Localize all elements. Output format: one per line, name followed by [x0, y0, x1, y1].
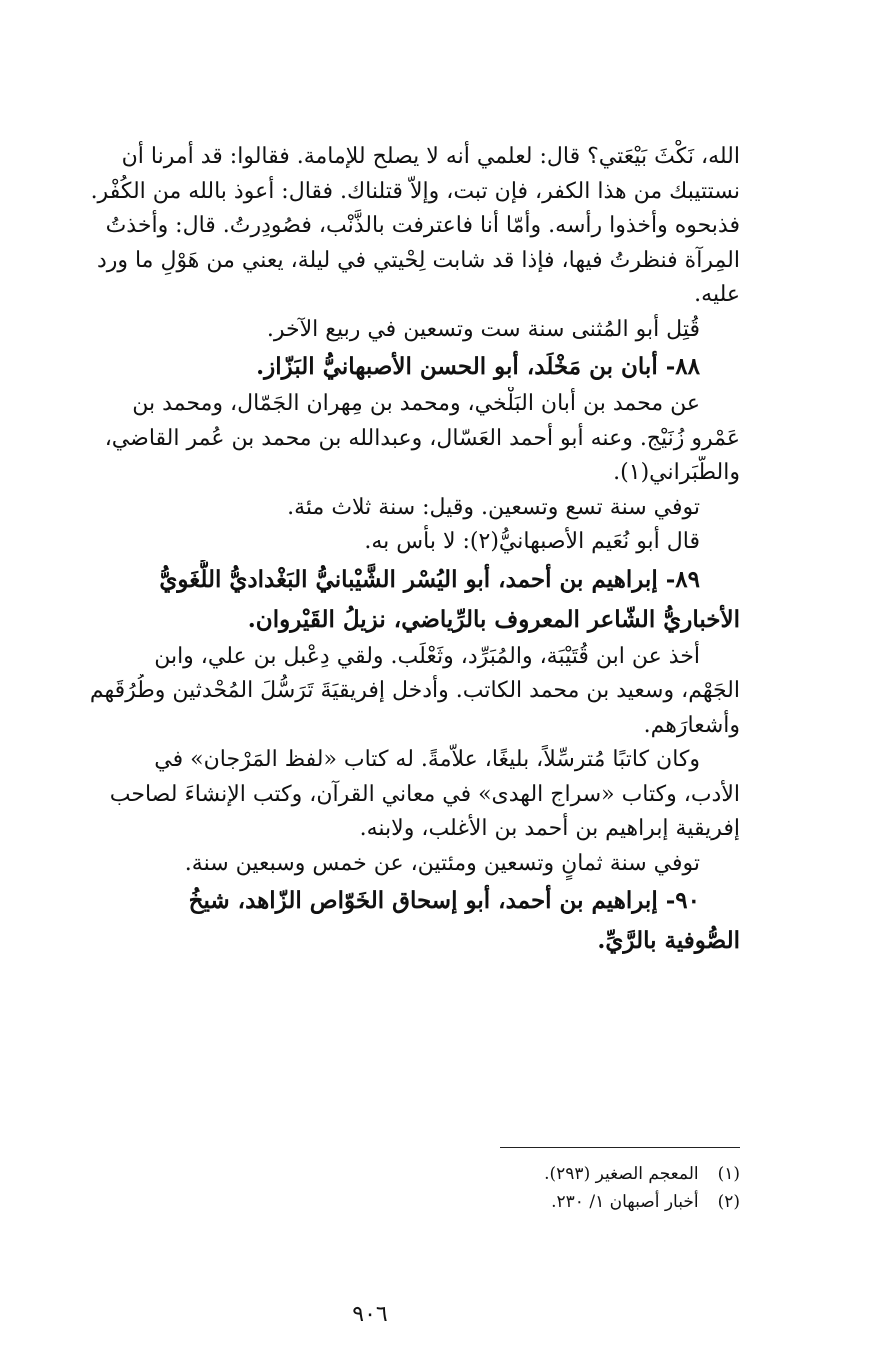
- text-line: قال أبو نُعَيم الأصبهانيُّ(٢): لا بأس به.: [364, 529, 700, 554]
- text-line: إفريقية إبراهيم بن أحمد بن الأغلب، ولابنه.: [359, 816, 740, 841]
- text-line: المِرآة فنظرتُ فيها، فإذا قد شابت لِحْيتي في ليلة، يعني من هَوْلِ ما ورد: [96, 247, 740, 273]
- entry-heading-89: ٨٩- إبراهيم بن أحمد، أبو اليُسْر الشَّيْبانيُّ البَغْداديُّ اللُّغَويُّ: [159, 565, 700, 593]
- text-line: فذبحوه وأخذوا رأسه. وأمّا أنا فاعترفت بالذَّنْب، فصُودِرتُ. قال: وأخذتُ: [105, 213, 740, 238]
- text-line: نستتيبك من هذا الكفر، فإن تبت، وإلاّ قتلناك. فقال: أعوذ بالله من الكُفْر.: [90, 178, 740, 204]
- footnote-text: أخبار أصبهان ١/ ٢٣٠.: [551, 1192, 699, 1212]
- main-text: [60, 140, 740, 961]
- footnote-number: (١): [717, 1164, 740, 1184]
- text-line: وكان كاتبًا مُترسِّلاً، بليغًا، علاّمةً. له كتاب «لفظ المَرْجان» في: [154, 747, 700, 772]
- text-line: عليه.: [694, 282, 740, 307]
- footnote-item: [360, 1188, 740, 1216]
- text-line: قُتِل أبو المُثنى سنة ست وتسعين في ربيع الآخر.: [266, 316, 700, 342]
- text-line: عَمْرو زُنَيْج. وعنه أبو أحمد العَسّال، وعبدالله بن محمد بن عُمر القاضي،: [104, 425, 740, 451]
- text-line: عن محمد بن أبان البَلْخي، ومحمد بن مِهران الجَمّال، ومحمد بن: [132, 391, 700, 416]
- text-line: أخذ عن ابن قُتَيْبَة، والمُبَرِّد، وثَعْلَب. ولقي دِعْبل بن علي، وابن: [154, 643, 700, 669]
- text-line: توفي سنة تسع وتسعين. وقيل: سنة ثلاث مئة.: [287, 494, 700, 520]
- page-number: ٩٠٦: [352, 1302, 388, 1327]
- text-line: وأشعارَهم.: [643, 712, 740, 738]
- entry-heading-88: ٨٨- أبان بن مَخْلَد، أبو الحسن الأصبهانيُّ البَزّاز.: [256, 353, 700, 380]
- text-line: الأدب، وكتاب «سراج الهدى» في معاني القرآن، وكتب الإنشاءَ لصاحب: [109, 781, 740, 807]
- footnote-item: [360, 1160, 740, 1188]
- text-line: الجَهْم، وسعيد بن محمد الكاتب. وأدخل إفريقيَةَ تَرَسُّلَ المُحْدثين وطُرُقَهم: [89, 678, 740, 703]
- footnote-text: المعجم الصغير (٢٩٣).: [544, 1164, 699, 1184]
- entry-heading-89-cont: الأخباريُّ الشّاعر المعروف بالرِّياضي، نزيلُ القَيْروان.: [247, 605, 740, 633]
- footnotes: [360, 1160, 740, 1216]
- text-line: الله، نَكْثَ بَيْعَتي؟ قال: لعلمي أنه لا يصلح للإمامة. فقالوا: قد أمرنا أن: [121, 144, 740, 169]
- entry-heading-90-cont: الصُّوفية بالرَّيِّ.: [597, 927, 740, 954]
- footnote-separator: [500, 1147, 740, 1148]
- entry-heading-90: ٩٠- إبراهيم بن أحمد، أبو إسحاق الخَوّاص الزّاهد، شيخُ: [188, 887, 700, 914]
- text-line: توفي سنة ثمانٍ وتسعين ومئتين، عن خمس وسبعين سنة.: [184, 850, 700, 876]
- footnote-number: (٢): [717, 1192, 740, 1212]
- text-line: والطَّبَراني(١).: [613, 460, 740, 485]
